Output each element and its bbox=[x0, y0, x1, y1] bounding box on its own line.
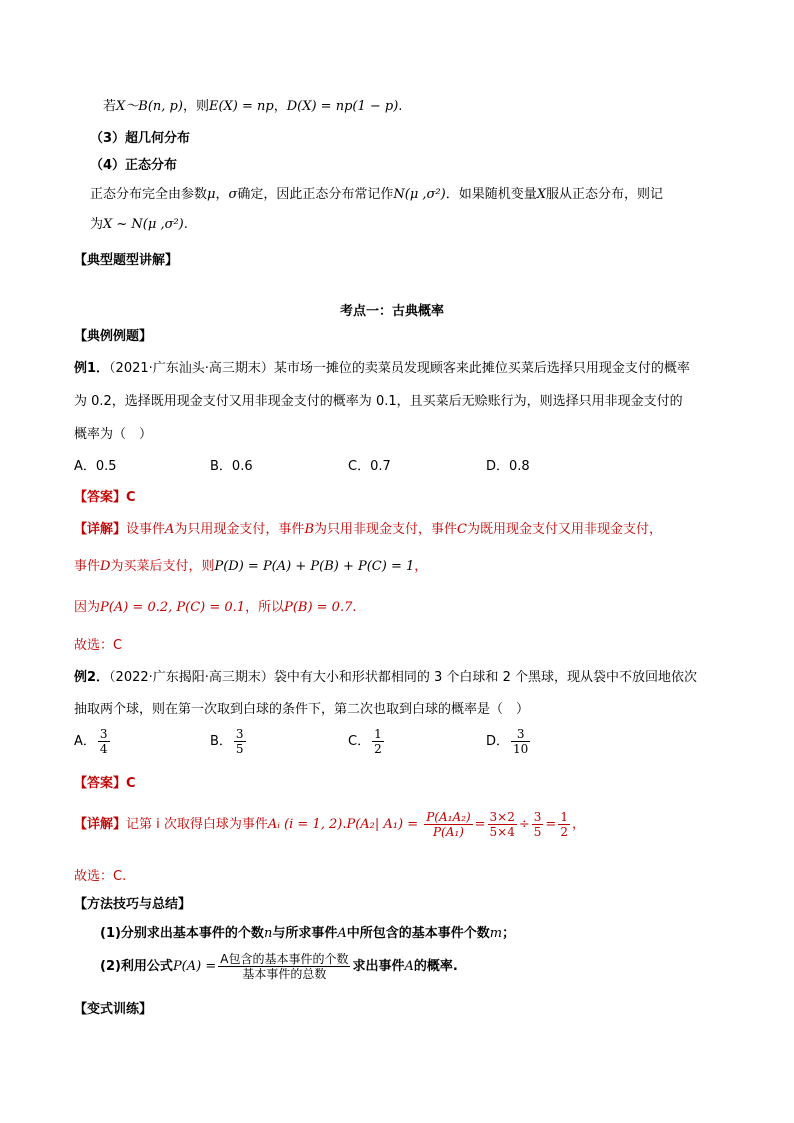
ex1-option-a: A．0.5 bbox=[74, 459, 117, 474]
method-step-1: (1)分别求出基本事件的个数n与所求事件A中所包含的基本事件个数m； bbox=[100, 926, 516, 941]
ex1-option-b: B．0.6 bbox=[210, 459, 253, 474]
ex2-line-2: 抽取两个球，则在第一次取到白球的条件下，第二次也取到白球的概率是（ ） bbox=[74, 702, 530, 717]
method-step-2: (2)利用公式P(A) = $\frac{\text{A包含的基本事件的个数}}{\text{基本事件的总数}}$ 求出事件A的概率. bbox=[100, 952, 458, 981]
ex1-option-d: D．0.8 bbox=[486, 459, 530, 474]
ex2-option-a: A． $\frac{3}{4}$ bbox=[74, 727, 108, 756]
ex1-detail-2: 事件D为买菜后支付，则P(D) = P(A) + P(B) + P(C) = 1， bbox=[74, 559, 428, 574]
item-hypergeometric: （3）超几何分布 bbox=[90, 131, 191, 146]
ex2-option-c: C． $\frac{1}{2}$ bbox=[348, 727, 382, 756]
binomial-formula: X～B(n, p) bbox=[116, 99, 183, 114]
normal-line-1: 正态分布完全由参数μ，σ确定，因此正态分布常记作N(μ ,σ²)．如果随机变量X服从正态分布，则记 bbox=[90, 187, 663, 202]
dianli-header: 【典例例题】 bbox=[74, 329, 153, 344]
ex2-answer: 【答案】C bbox=[74, 776, 136, 791]
kaodian-title: 考点一：古典概率 bbox=[340, 304, 445, 319]
variance-formula: D(X) = np(1 − p) bbox=[286, 99, 399, 114]
ex1-detail-3: 因为P(A) = 0.2, P(C) = 0.1，所以P(B) = 0.7. bbox=[74, 600, 357, 615]
ex1-option-c: C．0.7 bbox=[348, 459, 391, 474]
ex2-option-b: B． $\frac{3}{5}$ bbox=[210, 727, 244, 756]
binomial-line: 若X～B(n, p)，则E(X) = np，D(X) = np(1 − p). bbox=[103, 99, 403, 114]
expectation-formula: E(X) = np bbox=[208, 99, 274, 114]
ex2-conclusion: 故选：C. bbox=[74, 869, 127, 884]
ex1-detail-1: 【详解】设事件A为只用现金支付，事件B为只用非现金支付，事件C为既用现金支付又用非现金支付， bbox=[74, 522, 662, 537]
normal-notation: N(μ ,σ²) bbox=[393, 187, 446, 202]
bianshi-header: 【变式训练】 bbox=[74, 1002, 153, 1017]
method-header: 【方法技巧与总结】 bbox=[74, 897, 192, 912]
item-normal: （4）正态分布 bbox=[90, 158, 178, 173]
ex1-line-1: 例1．（2021·广东汕头·高三期末）某市场一摊位的卖菜员发现顾客来此摊位买菜后选择只用现金支付的概率 bbox=[74, 361, 690, 376]
ex2-line-1: 例2．（2022·广东揭阳·高三期末）袋中有大小和形状都相同的 3 个白球和 2 个黑球，现从袋中不放回地依次 bbox=[74, 670, 697, 685]
ex1-answer: 【答案】C bbox=[74, 490, 136, 505]
ex1-line-2: 为 0.2，选择既用现金支付又用非现金支付的概率为 0.1，且买菜后无赊账行为，则选择只用非现金支付的 bbox=[74, 394, 683, 409]
ex2-option-d: D． $\frac{3}{10}$ bbox=[486, 727, 529, 756]
ex1-line-3: 概率为（ ） bbox=[74, 427, 153, 442]
ex1-sum-formula: P(D) = P(A) + P(B) + P(C) = 1 bbox=[214, 559, 415, 574]
ex2-detail: 【详解】记第 i 次取得白球为事件Aᵢ (i = 1, 2).P(A₂| A₁) = $\frac{\text{P(A₁A₂)}}{\text{P(A₁)}}$ = $\frac{3\times 2}{5\times 4}$ ÷ $\frac{3}{5}$ = $\frac{1}{2}$ ， bbox=[74, 810, 585, 839]
ex1-conclusion: 故选：C bbox=[74, 638, 123, 653]
normal-line-2: 为X ~ N(μ ,σ²). bbox=[90, 217, 188, 232]
section-header: 【典型题型讲解】 bbox=[74, 253, 179, 268]
